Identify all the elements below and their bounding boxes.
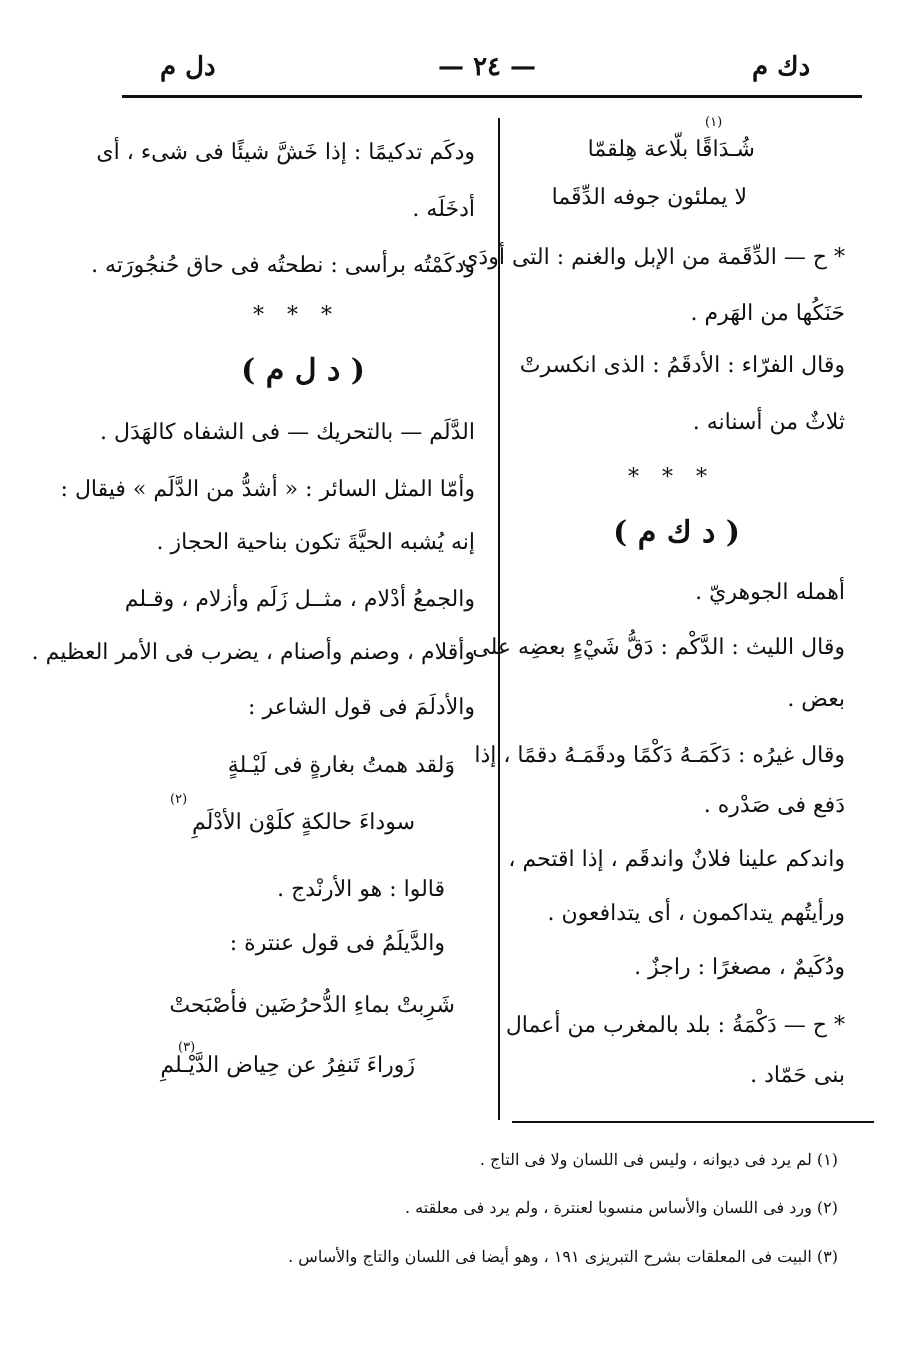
footnote-rule bbox=[512, 1121, 874, 1123]
footnote-mark-1: (١) bbox=[705, 115, 723, 130]
text-line: وقال الليث : الدَّكْم : دَقُّ شَيْءٍ بعضِه على bbox=[472, 635, 845, 660]
text-line: إنه يُشبه الحيَّةَ تكون بناحية الحجاز . bbox=[156, 530, 475, 555]
section-stars: * * * bbox=[253, 303, 340, 328]
page-number: — ٢٤ — bbox=[438, 52, 537, 82]
text-line: والدَّيلَمُ فى قول عنترة : bbox=[229, 931, 445, 956]
header-left-root: دل م bbox=[160, 52, 216, 82]
text-line: بعض . bbox=[787, 687, 845, 712]
footnote-3: (٣) البيت فى المعلقات بشرح التبريزى ١٩١ ، وهو أيضا فى اللسان والتاج والأساس . bbox=[288, 1247, 838, 1266]
text-line: قالوا : هو الأرنْدج . bbox=[277, 877, 445, 902]
text-line: * ح — الدِّقَمة من الإبل والغنم : التى أودَى bbox=[461, 245, 845, 270]
footnote-2: (٢) ورد فى اللسان والأساس منسوبا لعنترة ، ولم يرد فى معلقته . bbox=[404, 1198, 838, 1217]
text-line: ودُكَيمٌ ، مصغرًا : راجزٌ . bbox=[634, 955, 845, 980]
verse-line: شَرِبتْ بماءِ الدُّحرُضَين فأصْبَحتْ bbox=[169, 993, 455, 1018]
text-line: وأمّا المثل السائر : « أشدُّ من الدَّلَم » فيقال : bbox=[60, 477, 475, 502]
text-line: بنى حَمّاد . bbox=[750, 1063, 845, 1088]
text-line: ودكَمْتُه برأسى : نطحتُه فى حاق حُنجُورَته . bbox=[91, 253, 475, 278]
text-line: حَنَكُها من الهَرم . bbox=[690, 301, 845, 326]
text-line: واندكم علينا فلانٌ واندقَم ، إذا اقتحم ، bbox=[508, 847, 845, 872]
section-stars: * * * bbox=[628, 465, 715, 490]
text-line: والأدلَمَ فى قول الشاعر : bbox=[248, 695, 475, 720]
header-rule bbox=[122, 95, 862, 98]
verse-line: وَلقد همتُ بغارةٍ فى لَيْـلةٍ bbox=[227, 753, 455, 778]
footnote-1: (١) لم يرد فى ديوانه ، وليس فى اللسان ولا فى التاج . bbox=[479, 1150, 838, 1169]
section-heading: ( د ل م ) bbox=[241, 353, 365, 388]
text-line: دَفع فى صَدْره . bbox=[703, 793, 845, 818]
text-line: * ح — دَكْمَةُ : بلد بالمغرب من أعمال bbox=[505, 1013, 845, 1038]
text-line: ثلاثٌ من أسنانه . bbox=[692, 410, 845, 435]
section-heading: ( د ك م ) bbox=[613, 515, 740, 550]
text-line: وقال غيرُه : دَكَمَـهُ دَكْمًا ودقَمَـهُ دقمًا ، إذا bbox=[474, 743, 845, 768]
footnote-mark-3: (٣) bbox=[178, 1040, 196, 1055]
text-line: وأقلام ، وصنم وأصنام ، يضرب فى الأمر العظيم . bbox=[31, 640, 475, 665]
verse-line: شُـدَاقًا بلّاعة هِلقمّا bbox=[587, 137, 755, 162]
text-line: أهمله الجوهريّ . bbox=[695, 580, 845, 605]
text-line: وقال الفرّاء : الأدقَمُ : الذى انكسرتْ bbox=[519, 353, 845, 378]
footnote-mark-2: (٢) bbox=[170, 792, 188, 807]
text-line: الدَّلَم — بالتحريك — فى الشفاه كالهَدَل . bbox=[99, 420, 475, 445]
header-right-root: دك م bbox=[752, 52, 811, 82]
verse-line: سوداءَ حالكةٍ كلَوْن الأدْلَمِ bbox=[191, 810, 415, 835]
text-line: ورأيتُهم يتداكمون ، أى يتدافعون . bbox=[547, 901, 845, 926]
verse-line: لا يملئون جوفه الدِّقَما bbox=[551, 185, 747, 210]
text-line: أدخَلَه . bbox=[412, 197, 475, 222]
text-line: ودكَم تدكيمًا : إذا خَشَّ شيئًا فى شىء ، أى bbox=[96, 140, 475, 165]
verse-line: زَوراءَ تَنفِرُ عن حِياض الدَّيْـلمِ bbox=[160, 1053, 415, 1078]
text-line: والجمعُ أدْلام ، مثــل زَلَم وأزلام ، وقـلم bbox=[124, 587, 475, 612]
